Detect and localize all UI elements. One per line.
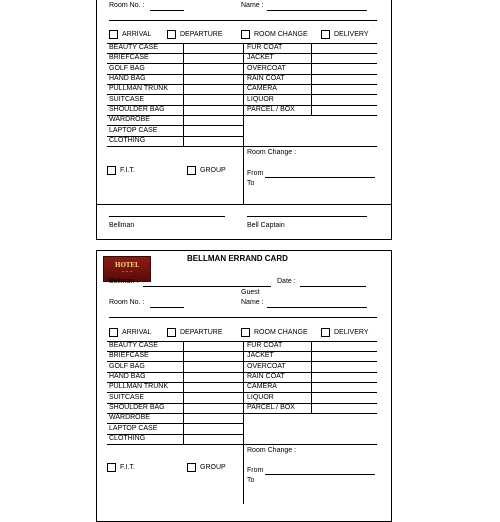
luggage-item: RAIN COAT [247, 75, 285, 82]
bell-captain-signature-label: Bell Captain [247, 222, 285, 229]
room-no-field[interactable] [150, 307, 184, 308]
luggage-item: PARCEL / BOX [247, 404, 295, 411]
errand-card-top [96, 0, 392, 240]
luggage-item: BRIEFCASE [109, 352, 149, 359]
luggage-item: SHOULDER BAG [109, 106, 165, 113]
fit-checkbox[interactable] [107, 463, 116, 472]
luggage-item: CLOTHING [109, 435, 146, 442]
luggage-item: BEAUTY CASE [109, 44, 158, 51]
room-change-type-label: ROOM CHANGE [254, 329, 308, 336]
group-label: GROUP [200, 167, 226, 174]
fit-label: F.I.T. [120, 464, 135, 471]
luggage-item: CLOTHING [109, 137, 146, 144]
from-field[interactable] [265, 177, 375, 178]
divider [243, 146, 244, 204]
fit-label: F.I.T. [120, 167, 135, 174]
room-change-checkbox[interactable] [241, 30, 250, 39]
logo-text: HOTEL [114, 262, 140, 269]
luggage-item: JACKET [247, 352, 274, 359]
arrival-checkbox[interactable] [109, 30, 118, 39]
luggage-item: SUITCASE [109, 394, 145, 401]
hotel-logo: HOTEL ~ ~ ~ [103, 256, 151, 282]
departure-checkbox[interactable] [167, 30, 176, 39]
name-field[interactable] [267, 10, 367, 11]
luggage-item: FUR COAT [247, 44, 283, 51]
bell-captain-signature-line[interactable] [247, 216, 367, 217]
group-checkbox[interactable] [187, 463, 196, 472]
luggage-item: LAPTOP CASE [109, 425, 158, 432]
luggage-item: OVERCOAT [247, 363, 286, 370]
departure-checkbox[interactable] [167, 328, 176, 337]
group-label: GROUP [200, 464, 226, 471]
luggage-item: HAND BAG [109, 75, 146, 82]
luggage-item: RAIN COAT [247, 373, 285, 380]
room-no-field[interactable] [150, 10, 184, 11]
luggage-item: BRIEFCASE [109, 54, 149, 61]
luggage-item: LIQUOR [247, 394, 274, 401]
luggage-item: OVERCOAT [247, 65, 286, 72]
luggage-item: FUR COAT [247, 342, 283, 349]
luggage-item: LIQUOR [247, 96, 274, 103]
luggage-item: SHOULDER BAG [109, 404, 165, 411]
room-change-label: Room Change : [247, 149, 297, 156]
arrival-label: ARRIVAL [122, 31, 152, 38]
luggage-item: PULLMAN TRUNK [109, 383, 168, 390]
from-field[interactable] [265, 474, 375, 475]
date-label: Date : [277, 278, 296, 285]
luggage-item: WARDROBE [109, 414, 150, 421]
luggage-item: PARCEL / BOX [247, 106, 295, 113]
delivery-checkbox[interactable] [321, 30, 330, 39]
date-field[interactable] [300, 286, 366, 287]
divider [109, 317, 377, 318]
luggage-item: BEAUTY CASE [109, 342, 158, 349]
delivery-checkbox[interactable] [321, 328, 330, 337]
departure-label: DEPARTURE [180, 31, 223, 38]
from-label: From [247, 467, 264, 474]
luggage-item: HAND BAG [109, 373, 146, 380]
to-label: To [247, 477, 255, 484]
bellman-signature-label: Bellman [109, 222, 135, 229]
bellman-field[interactable] [143, 286, 271, 287]
luggage-item: PULLMAN TRUNK [109, 85, 168, 92]
luggage-item: JACKET [247, 54, 274, 61]
fit-checkbox[interactable] [107, 166, 116, 175]
group-checkbox[interactable] [187, 166, 196, 175]
guest-label: Guest [241, 289, 260, 296]
delivery-label: DELIVERY [334, 31, 369, 38]
room-no-label: Room No. : [109, 299, 145, 306]
luggage-item: GOLF BAG [109, 363, 145, 370]
delivery-label: DELIVERY [334, 329, 369, 336]
luggage-item: CAMERA [247, 383, 277, 390]
to-label: To [247, 180, 255, 187]
from-label: From [247, 170, 264, 177]
luggage-item: GOLF BAG [109, 65, 145, 72]
room-no-label: Room No. : [109, 2, 145, 9]
errand-card-bottom [96, 250, 392, 522]
bellman-signature-line[interactable] [109, 216, 225, 217]
room-change-label: Room Change : [247, 447, 297, 454]
arrival-label: ARRIVAL [122, 329, 152, 336]
room-change-type-label: ROOM CHANGE [254, 31, 308, 38]
divider [109, 20, 377, 21]
name-label: Name : [241, 299, 264, 306]
bellman-label: Bellman : [109, 278, 139, 285]
luggage-item: WARDROBE [109, 116, 150, 123]
divider [97, 204, 391, 205]
divider [243, 444, 244, 504]
room-change-checkbox[interactable] [241, 328, 250, 337]
departure-label: DEPARTURE [180, 329, 223, 336]
name-field[interactable] [267, 307, 367, 308]
name-label: Name : [241, 2, 264, 9]
luggage-item: SUITCASE [109, 96, 145, 103]
arrival-checkbox[interactable] [109, 328, 118, 337]
luggage-item: LAPTOP CASE [109, 127, 158, 134]
luggage-item: CAMERA [247, 85, 277, 92]
card-title: BELLMAN ERRAND CARD [187, 254, 288, 263]
